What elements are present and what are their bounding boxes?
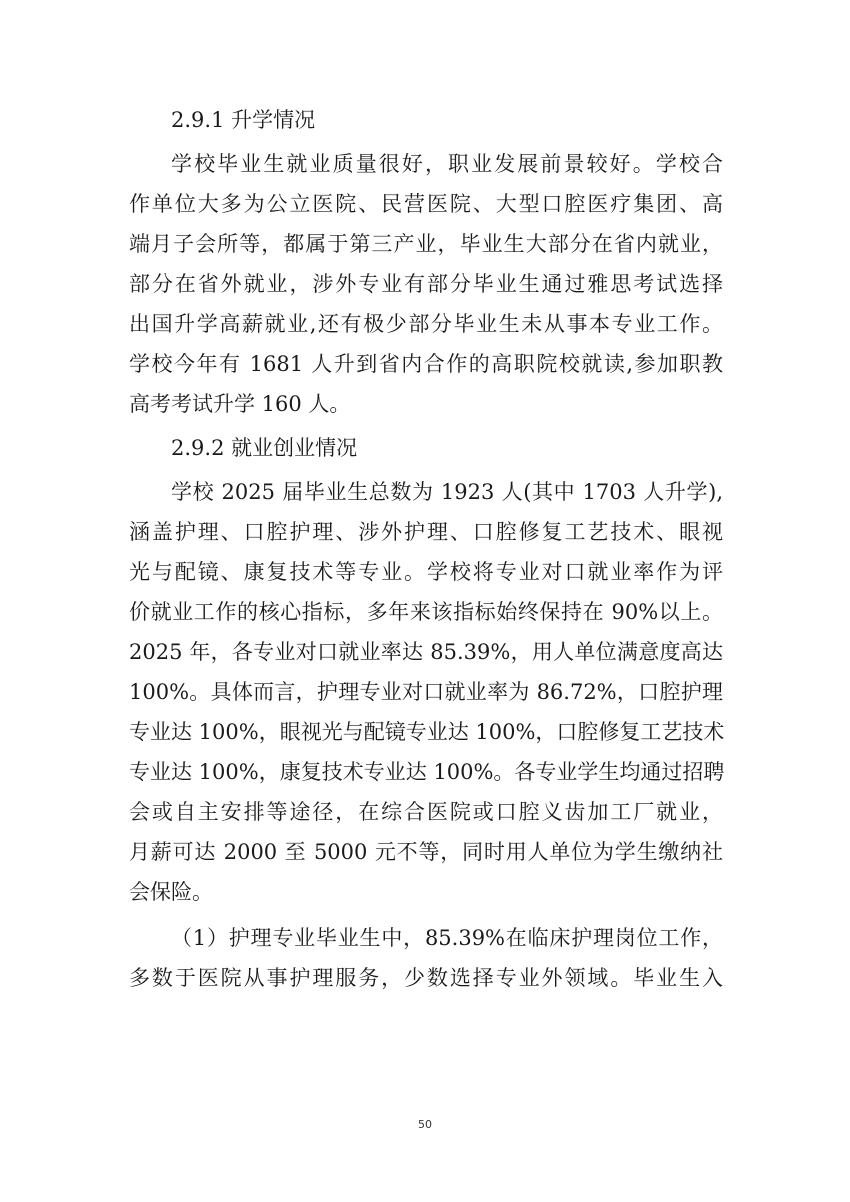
paragraph-line: 学校毕业生就业质量很好，职业发展前景较好。学校合 <box>171 152 723 176</box>
paragraph-line: 学校 2025 届毕业生总数为 1923 人(其中 1703 人升学), <box>171 480 723 504</box>
paragraph-line: 高考考试升学 160 人。 <box>129 392 351 416</box>
paragraph-line: 出国升学高薪就业,还有极少部分毕业生未从事本专业工作。 <box>129 312 723 336</box>
paragraph-line: 2025 年，各专业对口就业率达 85.39%，用人单位满意度高达 <box>129 640 723 664</box>
section-heading-2-9-1: 2.9.1 升学情况 <box>171 108 316 132</box>
paragraph-line: 月薪可达 2000 至 5000 元不等，同时用人单位为学生缴纳社 <box>129 840 723 864</box>
paragraph-employment <box>129 472 723 912</box>
paragraph-line: 会保险。 <box>129 880 213 904</box>
paragraph-line: 作单位大多为公立医院、民营医院、大型口腔医疗集团、高 <box>129 192 723 216</box>
paragraph-further-study <box>129 144 723 424</box>
paragraph-line: 光与配镜、康复技术等专业。学校将专业对口就业率作为评 <box>129 560 723 584</box>
page-number: 50 <box>418 1118 432 1131</box>
paragraph-line: 专业达 100%，康复技术专业达 100%。各专业学生均通过招聘 <box>129 760 725 784</box>
paragraph-line: 涵盖护理、口腔护理、涉外护理、口腔修复工艺技术、眼视 <box>129 520 723 544</box>
paragraph-line: 多数于医院从事护理服务，少数选择专业外领域。毕业生入 <box>129 966 723 990</box>
page-body <box>129 100 723 998</box>
paragraph-line: 端月子会所等，都属于第三产业，毕业生大部分在省内就业， <box>129 232 723 256</box>
paragraph-line: （1）护理专业毕业生中，85.39%在临床护理岗位工作， <box>171 926 723 950</box>
list-item-nursing <box>129 918 723 998</box>
paragraph-line: 部分在省外就业，涉外专业有部分毕业生通过雅思考试选择 <box>129 272 723 296</box>
section-heading-2-9-2: 2.9.2 就业创业情况 <box>171 436 358 460</box>
paragraph-line: 会或自主安排等途径，在综合医院或口腔义齿加工厂就业， <box>129 800 723 824</box>
paragraph-line: 价就业工作的核心指标，多年来该指标始终保持在 90%以上。 <box>129 600 723 624</box>
paragraph-line: 100%。具体而言，护理专业对口就业率为 86.72%，口腔护理 <box>129 680 723 704</box>
paragraph-line: 专业达 100%，眼视光与配镜专业达 100%，口腔修复工艺技术 <box>129 720 725 744</box>
paragraph-line: 学校今年有 1681 人升到省内合作的高职院校就读,参加职教 <box>129 352 723 376</box>
